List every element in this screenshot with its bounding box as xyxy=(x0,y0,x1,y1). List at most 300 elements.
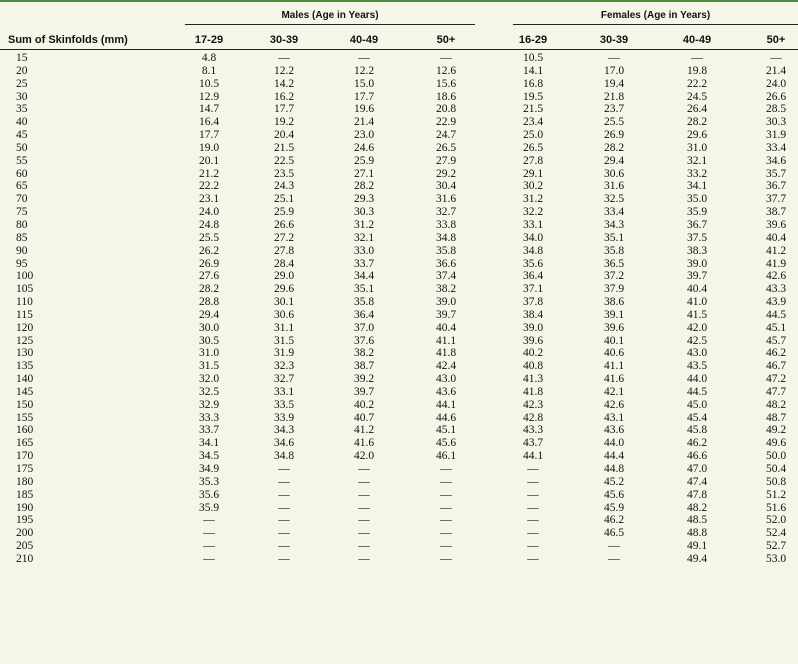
sum-of-skinfolds-cell: 130 xyxy=(16,347,34,360)
male-17-29-cell: 33.7 xyxy=(198,424,220,437)
female-30-39-cell: 35.1 xyxy=(603,231,625,244)
male-50-plus-cell: 45.1 xyxy=(435,424,457,437)
female-50-plus-cell: 46.7 xyxy=(765,360,787,373)
female-40-49-cell: 47.4 xyxy=(686,475,708,488)
sum-of-skinfolds-cell: 80 xyxy=(16,218,28,231)
table-row xyxy=(0,52,798,65)
female-40-49-cell: 33.2 xyxy=(686,167,708,180)
female-40-49-cell: 46.2 xyxy=(686,437,708,450)
female-40-49-cell: 35.9 xyxy=(686,206,708,219)
male-17-29-cell: 26.9 xyxy=(198,257,220,270)
female-16-29-cell: — xyxy=(527,488,539,501)
male-17-29-cell: 25.5 xyxy=(198,231,220,244)
female-50-plus-cell: 36.7 xyxy=(765,180,787,193)
female-30-39-cell: 23.7 xyxy=(603,103,625,116)
female-50-plus-cell: 41.9 xyxy=(765,257,787,270)
female-50-plus-cell: 50.0 xyxy=(765,450,787,463)
male-40-49-cell: 37.6 xyxy=(353,334,375,347)
male-50-plus-cell: 20.8 xyxy=(435,103,457,116)
female-age-16-29-header: 16-29 xyxy=(518,34,548,46)
male-40-49-cell: 21.4 xyxy=(353,116,375,129)
table-row xyxy=(0,463,798,476)
female-50-plus-cell: 33.4 xyxy=(765,141,787,154)
male-17-29-cell: 14.7 xyxy=(198,103,220,116)
male-30-39-cell: 31.5 xyxy=(273,334,295,347)
female-50-plus-cell: 47.7 xyxy=(765,385,787,398)
male-50-plus-cell: 34.8 xyxy=(435,231,457,244)
female-40-49-cell: 24.5 xyxy=(686,90,708,103)
table-row xyxy=(0,168,798,181)
table-row xyxy=(0,103,798,116)
female-40-49-cell: 41.0 xyxy=(686,296,708,309)
male-40-49-cell: 41.2 xyxy=(353,424,375,437)
male-50-plus-cell: — xyxy=(440,527,452,540)
female-40-49-cell: 46.6 xyxy=(686,450,708,463)
female-40-49-cell: 42.5 xyxy=(686,334,708,347)
male-30-39-cell: 24.3 xyxy=(273,180,295,193)
female-16-29-cell: 43.3 xyxy=(522,424,544,437)
female-40-49-cell: 45.4 xyxy=(686,411,708,424)
male-30-39-cell: 27.8 xyxy=(273,244,295,257)
female-30-39-cell: — xyxy=(608,552,620,565)
sum-of-skinfolds-cell: 150 xyxy=(16,398,34,411)
female-50-plus-cell: 45.1 xyxy=(765,321,787,334)
female-30-39-cell: 45.9 xyxy=(603,501,625,514)
female-16-29-cell: 39.0 xyxy=(522,321,544,334)
male-50-plus-cell: 12.6 xyxy=(435,64,457,77)
male-17-29-cell: 34.5 xyxy=(198,450,220,463)
sum-of-skinfolds-cell: 210 xyxy=(16,552,34,565)
male-17-29-cell: 31.5 xyxy=(198,360,220,373)
female-50-plus-cell: 35.7 xyxy=(765,167,787,180)
male-30-39-cell: 32.7 xyxy=(273,373,295,386)
male-50-plus-cell: — xyxy=(440,463,452,475)
female-30-39-cell: 42.6 xyxy=(603,398,625,411)
table-row xyxy=(0,322,798,335)
male-50-plus-cell: 38.2 xyxy=(435,283,457,296)
male-age-50-plus-header: 50+ xyxy=(436,34,456,46)
male-40-49-cell: 12.2 xyxy=(353,64,375,77)
table-row xyxy=(0,502,798,515)
table-row xyxy=(0,258,798,271)
table-row xyxy=(0,373,798,386)
female-16-29-cell: 43.7 xyxy=(522,437,544,450)
table-body xyxy=(0,52,798,566)
male-40-49-cell: — xyxy=(358,52,370,64)
sum-of-skinfolds-cell: 105 xyxy=(16,283,34,296)
female-age-30-39-header: 30-39 xyxy=(599,34,629,46)
male-50-plus-cell: — xyxy=(440,501,452,514)
male-17-29-cell: 34.9 xyxy=(198,463,220,475)
female-40-49-cell: 35.0 xyxy=(686,193,708,206)
male-50-plus-cell: 44.1 xyxy=(435,398,457,411)
male-30-39-cell: 33.9 xyxy=(273,411,295,424)
female-50-plus-cell: 49.6 xyxy=(765,437,787,450)
sum-of-skinfolds-cell: 50 xyxy=(16,141,28,154)
female-30-39-cell: 42.1 xyxy=(603,385,625,398)
female-40-49-cell: 48.8 xyxy=(686,527,708,540)
female-30-39-cell: 43.6 xyxy=(603,424,625,437)
table-row xyxy=(0,270,798,283)
male-age-40-49-header: 40-49 xyxy=(349,34,379,46)
male-17-29-cell: 35.9 xyxy=(198,501,220,514)
table-row xyxy=(0,78,798,91)
female-16-29-cell: 26.5 xyxy=(522,141,544,154)
female-40-49-cell: 26.4 xyxy=(686,103,708,116)
male-40-49-cell: 23.0 xyxy=(353,129,375,142)
female-50-plus-cell: 26.6 xyxy=(765,90,787,103)
male-40-49-cell: 29.3 xyxy=(353,193,375,206)
male-17-29-cell: 16.4 xyxy=(198,116,220,129)
male-30-39-cell: 33.1 xyxy=(273,385,295,398)
male-30-39-cell: 30.1 xyxy=(273,296,295,309)
female-50-plus-cell: 37.7 xyxy=(765,193,787,206)
male-17-29-cell: 24.0 xyxy=(198,206,220,219)
female-50-plus-cell: 50.4 xyxy=(765,463,787,475)
sum-of-skinfolds-cell: 205 xyxy=(16,540,34,553)
sum-of-skinfolds-cell: 85 xyxy=(16,231,28,244)
sum-of-skinfolds-cell: 195 xyxy=(16,514,34,527)
male-40-49-cell: — xyxy=(358,514,370,527)
male-30-39-cell: 26.6 xyxy=(273,218,295,231)
male-30-39-cell: — xyxy=(278,475,290,488)
table-row xyxy=(0,335,798,348)
male-50-plus-cell: 24.7 xyxy=(435,129,457,142)
female-50-plus-cell: 45.7 xyxy=(765,334,787,347)
female-50-plus-cell: — xyxy=(770,52,782,64)
female-40-49-cell: 36.7 xyxy=(686,218,708,231)
female-50-plus-cell: 48.7 xyxy=(765,411,787,424)
male-30-39-cell: — xyxy=(278,527,290,540)
female-30-39-cell: 43.1 xyxy=(603,411,625,424)
male-17-29-cell: 21.2 xyxy=(198,167,220,180)
female-16-29-cell: 23.4 xyxy=(522,116,544,129)
table-row xyxy=(0,399,798,412)
female-30-39-cell: — xyxy=(608,540,620,553)
male-30-39-cell: 14.2 xyxy=(273,77,295,90)
female-16-29-cell: 27.8 xyxy=(522,154,544,167)
male-30-39-cell: 20.4 xyxy=(273,129,295,142)
male-50-plus-cell: 33.8 xyxy=(435,218,457,231)
male-40-49-cell: — xyxy=(358,463,370,475)
table-row xyxy=(0,116,798,129)
male-30-39-cell: 12.2 xyxy=(273,64,295,77)
male-40-49-cell: 33.0 xyxy=(353,244,375,257)
female-40-49-cell: 29.6 xyxy=(686,129,708,142)
female-40-49-cell: 39.7 xyxy=(686,270,708,283)
female-30-39-cell: 45.6 xyxy=(603,488,625,501)
sum-of-skinfolds-cell: 175 xyxy=(16,463,34,475)
female-age-40-49-header: 40-49 xyxy=(682,34,712,46)
female-16-29-cell: 42.3 xyxy=(522,398,544,411)
male-50-plus-cell: 42.4 xyxy=(435,360,457,373)
male-30-39-cell: 33.5 xyxy=(273,398,295,411)
female-16-29-cell: 36.4 xyxy=(522,270,544,283)
female-40-49-cell: 41.5 xyxy=(686,308,708,321)
sum-of-skinfolds-cell: 165 xyxy=(16,437,34,450)
table-row xyxy=(0,296,798,309)
female-40-49-cell: 45.8 xyxy=(686,424,708,437)
female-40-49-cell: — xyxy=(691,52,703,64)
female-16-29-cell: 32.2 xyxy=(522,206,544,219)
table-row xyxy=(0,219,798,232)
female-16-29-cell: 44.1 xyxy=(522,450,544,463)
male-50-plus-cell: 40.4 xyxy=(435,321,457,334)
sum-of-skinfolds-cell: 40 xyxy=(16,116,28,129)
female-30-39-cell: 39.6 xyxy=(603,321,625,334)
male-50-plus-cell: 32.7 xyxy=(435,206,457,219)
male-40-49-cell: — xyxy=(358,527,370,540)
male-17-29-cell: 30.5 xyxy=(198,334,220,347)
male-40-49-cell: — xyxy=(358,488,370,501)
table-row xyxy=(0,540,798,553)
male-30-39-cell: — xyxy=(278,540,290,553)
female-16-29-cell: — xyxy=(527,552,539,565)
sum-of-skinfolds-cell: 35 xyxy=(16,103,28,116)
male-50-plus-cell: 22.9 xyxy=(435,116,457,129)
male-50-plus-cell: 35.8 xyxy=(435,244,457,257)
table-row xyxy=(0,309,798,322)
table-row xyxy=(0,91,798,104)
male-30-39-cell: 31.9 xyxy=(273,347,295,360)
male-30-39-cell: 16.2 xyxy=(273,90,295,103)
female-30-39-cell: 33.4 xyxy=(603,206,625,219)
sum-of-skinfolds-cell: 70 xyxy=(16,193,28,206)
female-40-49-cell: 48.2 xyxy=(686,501,708,514)
female-40-49-cell: 43.0 xyxy=(686,347,708,360)
male-40-49-cell: 36.4 xyxy=(353,308,375,321)
female-50-plus-cell: 48.2 xyxy=(765,398,787,411)
male-40-49-cell: 30.3 xyxy=(353,206,375,219)
sum-of-skinfolds-cell: 110 xyxy=(16,296,33,309)
female-40-49-cell: 49.1 xyxy=(686,540,708,553)
female-50-plus-cell: 40.4 xyxy=(765,231,787,244)
male-50-plus-cell: — xyxy=(440,52,452,64)
male-17-29-cell: 24.8 xyxy=(198,218,220,231)
female-16-29-cell: — xyxy=(527,514,539,527)
female-50-plus-cell: 43.3 xyxy=(765,283,787,296)
female-30-39-cell: 31.6 xyxy=(603,180,625,193)
female-30-39-cell: 28.2 xyxy=(603,141,625,154)
female-40-49-cell: 34.1 xyxy=(686,180,708,193)
sum-of-skinfolds-cell: 55 xyxy=(16,154,28,167)
female-16-29-cell: 40.2 xyxy=(522,347,544,360)
male-17-29-cell: 33.3 xyxy=(198,411,220,424)
female-30-39-cell: 38.6 xyxy=(603,296,625,309)
male-17-29-cell: 30.0 xyxy=(198,321,220,334)
male-40-49-cell: — xyxy=(358,501,370,514)
male-30-39-cell: 29.0 xyxy=(273,270,295,283)
female-30-39-cell: 36.5 xyxy=(603,257,625,270)
female-40-49-cell: 45.0 xyxy=(686,398,708,411)
male-30-39-cell: — xyxy=(278,463,290,475)
male-50-plus-cell: 27.9 xyxy=(435,154,457,167)
sum-of-skinfolds-cell: 160 xyxy=(16,424,34,437)
table-row xyxy=(0,180,798,193)
male-17-29-cell: 28.2 xyxy=(198,283,220,296)
male-17-29-cell: 34.1 xyxy=(198,437,220,450)
male-40-49-cell: 39.7 xyxy=(353,385,375,398)
male-17-29-cell: 35.6 xyxy=(198,488,220,501)
male-40-49-cell: 41.6 xyxy=(353,437,375,450)
female-40-49-cell: 44.5 xyxy=(686,385,708,398)
male-17-29-cell: 27.6 xyxy=(198,270,220,283)
female-16-29-cell: 19.5 xyxy=(522,90,544,103)
male-50-plus-cell: — xyxy=(440,552,452,565)
male-40-49-cell: 35.1 xyxy=(353,283,375,296)
table-row xyxy=(0,450,798,463)
female-30-39-cell: 44.4 xyxy=(603,450,625,463)
female-50-plus-cell: 51.6 xyxy=(765,501,787,514)
female-16-29-cell: 38.4 xyxy=(522,308,544,321)
male-50-plus-cell: 18.6 xyxy=(435,90,457,103)
male-50-plus-cell: 46.1 xyxy=(435,450,457,463)
female-50-plus-cell: 31.9 xyxy=(765,129,787,142)
male-17-29-cell: 10.5 xyxy=(198,77,220,90)
female-50-plus-cell: 52.0 xyxy=(765,514,787,527)
male-30-39-cell: — xyxy=(278,552,290,565)
male-17-29-cell: 32.5 xyxy=(198,385,220,398)
males-group-header: Males (Age in Years) xyxy=(281,10,379,21)
sum-of-skinfolds-cell: 155 xyxy=(16,411,34,424)
male-40-49-cell: — xyxy=(358,475,370,488)
male-50-plus-cell: 44.6 xyxy=(435,411,457,424)
female-30-39-cell: 34.3 xyxy=(603,218,625,231)
female-16-29-cell: 10.5 xyxy=(522,52,544,64)
male-30-39-cell: — xyxy=(278,514,290,527)
table-row xyxy=(0,437,798,450)
female-50-plus-cell: 44.5 xyxy=(765,308,787,321)
females-group-header: Females (Age in Years) xyxy=(600,10,711,21)
male-40-49-cell: 33.7 xyxy=(353,257,375,270)
table-row xyxy=(0,514,798,527)
males-group-rule xyxy=(185,24,475,25)
female-30-39-cell: 21.8 xyxy=(603,90,625,103)
male-17-29-cell: 17.7 xyxy=(198,129,220,142)
male-17-29-cell: 4.8 xyxy=(201,52,217,64)
female-50-plus-cell: 38.7 xyxy=(765,206,787,219)
table-row xyxy=(0,129,798,142)
female-16-29-cell: — xyxy=(527,463,539,475)
top-accent-bar xyxy=(0,0,798,2)
male-17-29-cell: 31.0 xyxy=(198,347,220,360)
female-16-29-cell: 37.1 xyxy=(522,283,544,296)
male-40-49-cell: 27.1 xyxy=(353,167,375,180)
male-age-30-39-header: 30-39 xyxy=(269,34,299,46)
male-17-29-cell: 35.3 xyxy=(198,475,220,488)
female-16-29-cell: — xyxy=(527,475,539,488)
male-17-29-cell: — xyxy=(203,552,215,565)
female-30-39-cell: 32.5 xyxy=(603,193,625,206)
female-40-49-cell: 47.8 xyxy=(686,488,708,501)
female-16-29-cell: 39.6 xyxy=(522,334,544,347)
sum-of-skinfolds-cell: 190 xyxy=(16,501,34,514)
female-30-39-cell: 26.9 xyxy=(603,129,625,142)
sum-of-skinfolds-cell: 140 xyxy=(16,373,34,386)
female-16-29-cell: 33.1 xyxy=(522,218,544,231)
male-17-29-cell: — xyxy=(203,527,215,540)
male-50-plus-cell: — xyxy=(440,488,452,501)
female-16-29-cell: — xyxy=(527,527,539,540)
female-40-49-cell: 19.8 xyxy=(686,64,708,77)
female-16-29-cell: 34.8 xyxy=(522,244,544,257)
male-50-plus-cell: 26.5 xyxy=(435,141,457,154)
female-50-plus-cell: 51.2 xyxy=(765,488,787,501)
table-row xyxy=(0,232,798,245)
female-50-plus-cell: 30.3 xyxy=(765,116,787,129)
female-16-29-cell: 14.1 xyxy=(522,64,544,77)
male-50-plus-cell: 36.6 xyxy=(435,257,457,270)
sum-of-skinfolds-cell: 60 xyxy=(16,167,28,180)
table-row xyxy=(0,193,798,206)
male-40-49-cell: 31.2 xyxy=(353,218,375,231)
female-16-29-cell: 31.2 xyxy=(522,193,544,206)
male-30-39-cell: 28.4 xyxy=(273,257,295,270)
male-50-plus-cell: 43.0 xyxy=(435,373,457,386)
male-50-plus-cell: 43.6 xyxy=(435,385,457,398)
male-30-39-cell: 25.9 xyxy=(273,206,295,219)
female-16-29-cell: 21.5 xyxy=(522,103,544,116)
female-30-39-cell: 25.5 xyxy=(603,116,625,129)
male-30-39-cell: 34.8 xyxy=(273,450,295,463)
female-50-plus-cell: 42.6 xyxy=(765,270,787,283)
table-row xyxy=(0,283,798,296)
table-row xyxy=(0,527,798,540)
table-row xyxy=(0,476,798,489)
sum-of-skinfolds-cell: 90 xyxy=(16,244,28,257)
female-16-29-cell: 16.8 xyxy=(522,77,544,90)
male-50-plus-cell: 45.6 xyxy=(435,437,457,450)
male-50-plus-cell: 30.4 xyxy=(435,180,457,193)
female-40-49-cell: 22.2 xyxy=(686,77,708,90)
male-50-plus-cell: 29.2 xyxy=(435,167,457,180)
male-17-29-cell: 19.0 xyxy=(198,141,220,154)
female-50-plus-cell: 47.2 xyxy=(765,373,787,386)
male-40-49-cell: 34.4 xyxy=(353,270,375,283)
male-17-29-cell: — xyxy=(203,540,215,553)
male-40-49-cell: 38.7 xyxy=(353,360,375,373)
female-40-49-cell: 39.0 xyxy=(686,257,708,270)
male-50-plus-cell: — xyxy=(440,514,452,527)
table-row xyxy=(0,65,798,78)
female-40-49-cell: 28.2 xyxy=(686,116,708,129)
female-50-plus-cell: 39.6 xyxy=(765,218,787,231)
table-row xyxy=(0,424,798,437)
male-40-49-cell: 15.0 xyxy=(353,77,375,90)
male-50-plus-cell: 39.0 xyxy=(435,296,457,309)
female-16-29-cell: 25.0 xyxy=(522,129,544,142)
table-row xyxy=(0,360,798,373)
male-40-49-cell: 42.0 xyxy=(353,450,375,463)
male-40-49-cell: 24.6 xyxy=(353,141,375,154)
male-30-39-cell: — xyxy=(278,52,290,64)
male-30-39-cell: — xyxy=(278,501,290,514)
female-30-39-cell: 45.2 xyxy=(603,475,625,488)
male-17-29-cell: 20.1 xyxy=(198,154,220,167)
male-17-29-cell: 32.9 xyxy=(198,398,220,411)
female-50-plus-cell: 50.8 xyxy=(765,475,787,488)
female-30-39-cell: 39.1 xyxy=(603,308,625,321)
female-30-39-cell: 44.0 xyxy=(603,437,625,450)
female-age-50-plus-header: 50+ xyxy=(766,34,786,46)
female-50-plus-cell: 53.0 xyxy=(765,552,787,565)
male-30-39-cell: 27.2 xyxy=(273,231,295,244)
male-50-plus-cell: — xyxy=(440,475,452,488)
male-40-49-cell: 25.9 xyxy=(353,154,375,167)
sum-of-skinfolds-cell: 125 xyxy=(16,334,34,347)
male-50-plus-cell: 37.4 xyxy=(435,270,457,283)
female-30-39-cell: 37.9 xyxy=(603,283,625,296)
